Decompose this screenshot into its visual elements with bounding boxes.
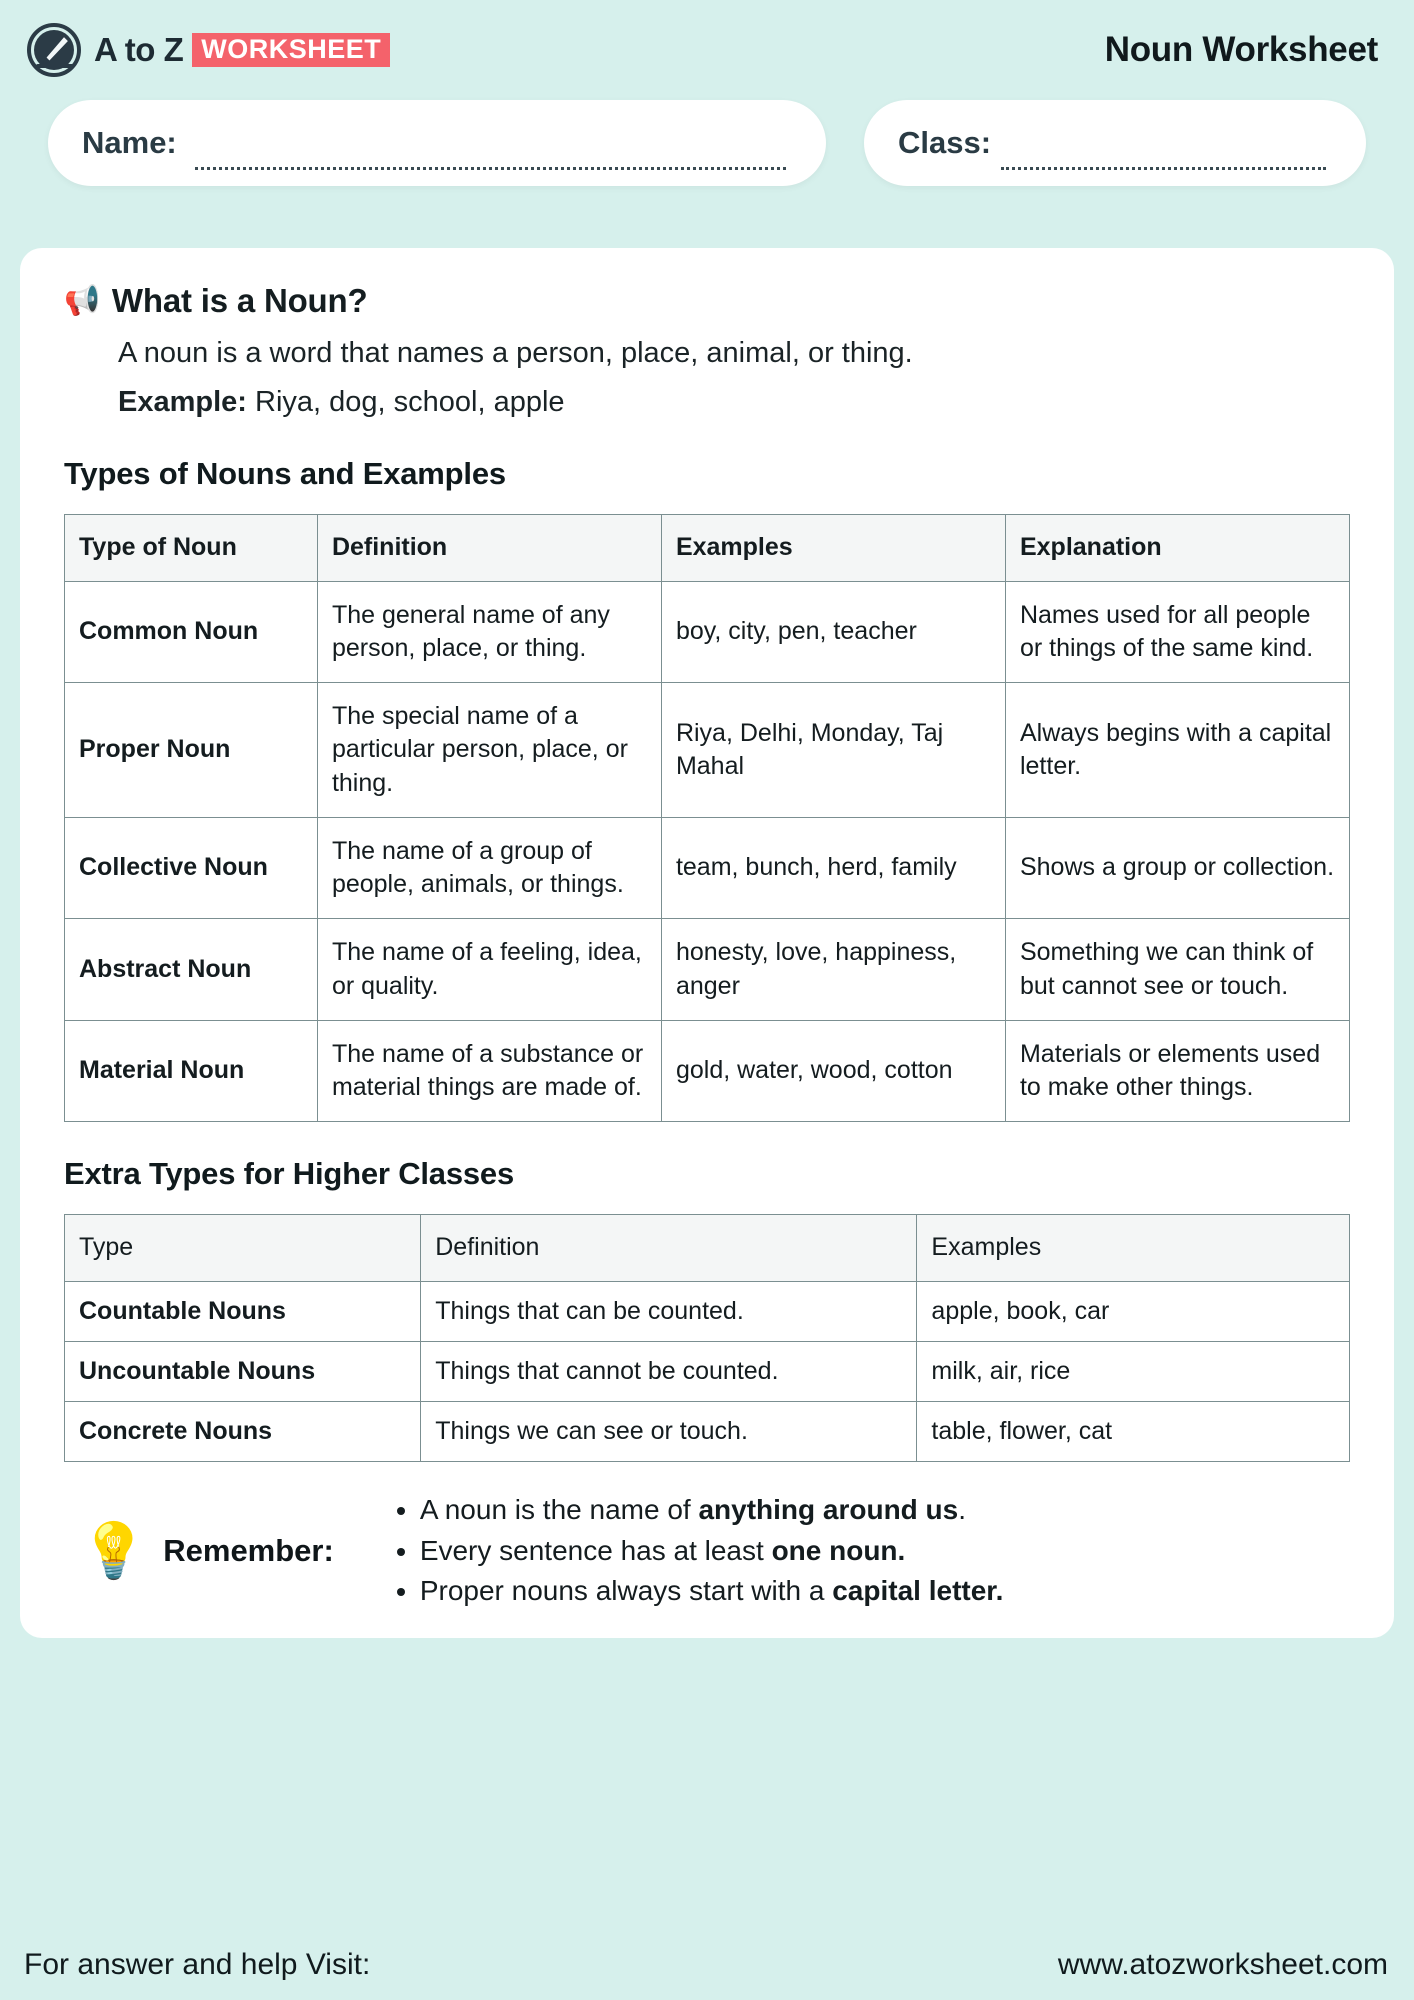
cell-explanation: Materials or elements used to make other things. xyxy=(1005,1020,1349,1122)
remember-bold-1: anything around us xyxy=(698,1494,959,1526)
brand-badge: WORKSHEET xyxy=(192,33,390,67)
extra-types-table xyxy=(64,1214,1350,1462)
name-label: Name: xyxy=(82,125,177,160)
types-of-nouns-table xyxy=(64,514,1350,1122)
cell-examples: milk, air, rice xyxy=(917,1341,1350,1401)
cell-type: Collective Noun xyxy=(65,817,318,919)
cell-examples: gold, water, wood, cotton xyxy=(661,1020,1005,1122)
cell-definition: The name of a substance or material things are made of. xyxy=(317,1020,661,1122)
cell-definition: Things that can be counted. xyxy=(421,1281,917,1341)
remember-text-2a: Every sentence has at least xyxy=(419,1534,772,1566)
list-item xyxy=(420,1531,1004,1572)
cell-examples: honesty, love, happiness, anger xyxy=(661,919,1005,1021)
table-row xyxy=(65,581,1350,683)
cell-type: Abstract Noun xyxy=(65,919,318,1021)
noun-example-line xyxy=(118,383,1350,422)
cell-type: Proper Noun xyxy=(65,683,318,818)
table-row xyxy=(65,919,1350,1021)
cell-examples: table, flower, cat xyxy=(917,1402,1350,1462)
class-field-box[interactable] xyxy=(864,100,1366,186)
table-header-row xyxy=(65,1215,1350,1281)
table-header-row xyxy=(65,515,1350,581)
column-header-definition: Definition xyxy=(317,515,661,581)
example-label: Example: xyxy=(118,386,247,419)
cell-explanation: Names used for all people or things of the same kind. xyxy=(1005,581,1349,683)
example-text: Riya, dog, school, apple xyxy=(255,386,565,419)
brand-logo xyxy=(26,22,390,78)
cell-explanation: Always begins with a capital letter. xyxy=(1005,683,1349,818)
brand-name: A to Z xyxy=(94,31,184,68)
table-row xyxy=(65,1020,1350,1122)
column-header-examples: Examples xyxy=(661,515,1005,581)
cell-definition: The name of a group of people, animals, or things. xyxy=(317,817,661,919)
types-of-nouns-heading: Types of Nouns and Examples xyxy=(64,456,506,492)
table-row xyxy=(65,1341,1350,1401)
extra-types-heading: Extra Types for Higher Classes xyxy=(64,1156,514,1192)
column-header-type: Type xyxy=(65,1215,421,1281)
remember-text-1a: A noun is the name of xyxy=(419,1494,699,1526)
table-row xyxy=(65,1281,1350,1341)
cell-type: Common Noun xyxy=(65,581,318,683)
noun-definition-text: A noun is a word that names a person, place, animal, or thing. xyxy=(118,337,913,369)
cell-definition: The general name of any person, place, or thing. xyxy=(317,581,661,683)
column-header-explanation: Explanation xyxy=(1005,515,1349,581)
remember-section xyxy=(64,1490,1350,1612)
cell-explanation: Shows a group or collection. xyxy=(1005,817,1349,919)
cell-definition: The special name of a particular person, place, or thing. xyxy=(317,683,661,818)
pen-circle-logo-icon xyxy=(26,22,82,78)
name-input-line[interactable] xyxy=(195,150,786,170)
page-title: Noun Worksheet xyxy=(1104,30,1378,69)
column-header-definition: Definition xyxy=(421,1215,917,1281)
light-bulb-icon: 💡 xyxy=(80,1521,148,1582)
remember-text-3a: Proper nouns always start with a xyxy=(419,1575,833,1607)
cell-examples: team, bunch, herd, family xyxy=(661,817,1005,919)
page-header xyxy=(0,0,1414,100)
table-row xyxy=(65,817,1350,919)
column-header-type: Type of Noun xyxy=(65,515,318,581)
list-item xyxy=(420,1571,1004,1612)
cell-definition: Things that cannot be counted. xyxy=(421,1341,917,1401)
cell-examples: apple, book, car xyxy=(917,1281,1350,1341)
student-info-row xyxy=(0,100,1414,186)
class-input-line[interactable] xyxy=(1001,150,1326,170)
remember-bold-2: one noun. xyxy=(771,1534,906,1566)
remember-label: Remember: xyxy=(163,1533,334,1569)
column-header-examples: Examples xyxy=(917,1215,1350,1281)
remember-list xyxy=(402,1490,1004,1612)
cell-type: Concrete Nouns xyxy=(65,1402,421,1462)
list-item xyxy=(420,1490,1004,1531)
cell-examples: Riya, Delhi, Monday, Taj Mahal xyxy=(661,683,1005,818)
cell-definition: The name of a feeling, idea, or quality. xyxy=(317,919,661,1021)
megaphone-icon: 📢 xyxy=(64,284,100,317)
remember-bold-3: capital letter. xyxy=(832,1575,1004,1607)
remember-text-1b: . xyxy=(958,1494,967,1526)
what-is-noun-heading-text: What is a Noun? xyxy=(111,282,368,319)
page-footer xyxy=(0,1930,1414,2000)
cell-type: Material Noun xyxy=(65,1020,318,1122)
footer-website-url[interactable]: www.atozworksheet.com xyxy=(1057,1948,1388,1981)
worksheet-card xyxy=(20,248,1394,1638)
cell-examples: boy, city, pen, teacher xyxy=(661,581,1005,683)
what-is-noun-heading xyxy=(64,282,1350,320)
cell-definition: Things we can see or touch. xyxy=(421,1402,917,1462)
cell-type: Uncountable Nouns xyxy=(65,1341,421,1401)
class-label: Class: xyxy=(898,125,992,160)
footer-help-text: For answer and help Visit: xyxy=(24,1948,371,1981)
table-row xyxy=(65,683,1350,818)
cell-type: Countable Nouns xyxy=(65,1281,421,1341)
cell-explanation: Something we can think of but cannot see or touch. xyxy=(1005,919,1349,1021)
name-field-box[interactable] xyxy=(48,100,826,186)
table-row xyxy=(65,1402,1350,1462)
